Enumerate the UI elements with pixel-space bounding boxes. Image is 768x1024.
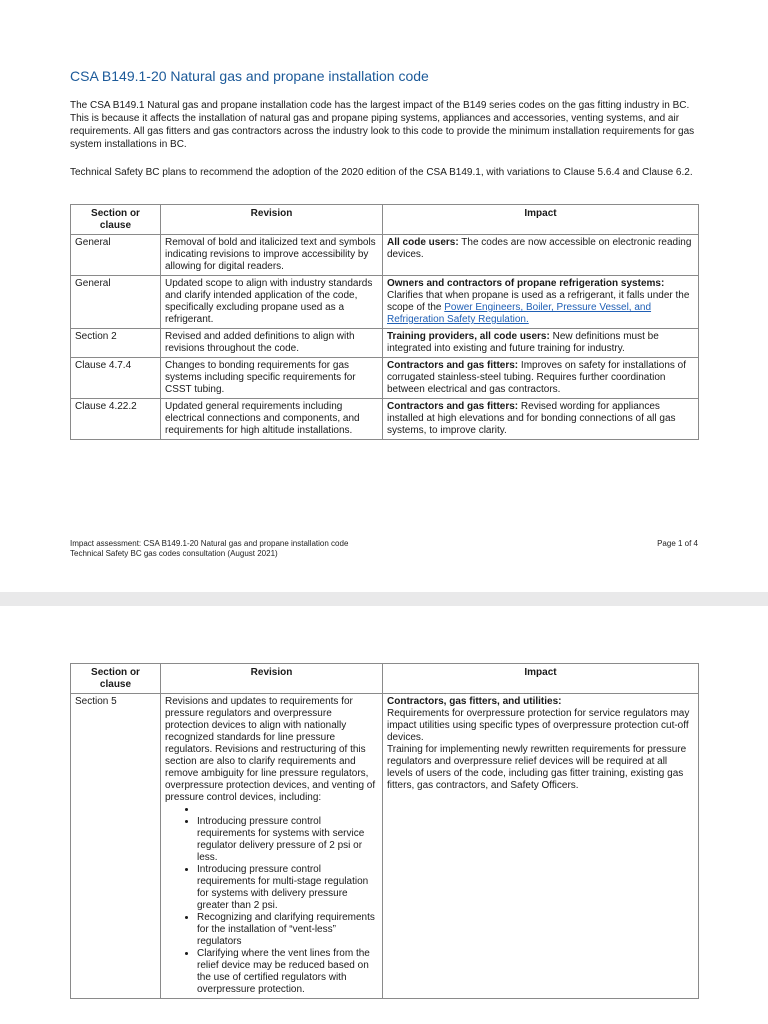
header-impact: Impact [383, 664, 699, 694]
cell-section: Section 5 [71, 694, 161, 999]
revision-intro: Revisions and updates to requirements for pressure regulators and overpressure protection devices to align with nationally recognized standards for line pressure regulators. Revisions and restructuring of this section are also to clarify requirements and remove ambiguity for line pressure regulators, overpressure protection devices, and venting of pressure control devices, including: [165, 696, 376, 803]
impact-table-continued [70, 663, 699, 999]
cell-section: Section 2 [71, 329, 161, 358]
list-item: • Introducing pressure control requirements for multi-stage regulation for systems with delivery pressure greater than 2 psi. [197, 864, 378, 912]
cell-revision: Revised and added definitions to align with revisions throughout the code. [161, 329, 383, 358]
intro-paragraph: The CSA B149.1 Natural gas and propane installation code has the largest impact of the B149 series codes on the gas fitting industry in BC. This is because it affects the installation of natural gas and propane piping systems, appliances and accessories, venting systems, and air requirements. All gas fitters and gas contractors across the industry look to this code to provide the minimum installation requirements for gas system installations in BC. [70, 100, 695, 150]
table-row [71, 276, 699, 329]
cell-impact [383, 276, 699, 329]
impact-text: Revised wording for appliances installed at high elevations and for bonding connections of all gas systems, to improve clarity. [387, 401, 676, 436]
header-impact: Impact [383, 205, 699, 235]
impact-label: Contractors, gas fitters, and utilities: [387, 696, 562, 707]
cell-impact [383, 235, 699, 276]
cell-revision: Updated general requirements including electrical connections and components, and requirements for high altitude installations. [161, 399, 383, 440]
cell-impact [383, 358, 699, 399]
list-item [197, 804, 378, 816]
footer-line-1: Impact assessment: CSA B149.1-20 Natural gas and propane installation code [70, 539, 349, 548]
cell-impact [383, 399, 699, 440]
impact-label: Training providers, all code users: [387, 331, 550, 342]
cell-revision: Removal of bold and italicized text and symbols indicating revisions to improve accessibility by allowing for digital readers. [161, 235, 383, 276]
header-revision: Revision [161, 664, 383, 694]
footer-line-2: Technical Safety BC gas codes consultation (August 2021) [70, 549, 278, 558]
cell-section: Clause 4.7.4 [71, 358, 161, 399]
adoption-paragraph: Technical Safety BC plans to recommend the adoption of the 2020 edition of the CSA B149.1, with variations to Clause 5.6.4 and Clause 6.2. [70, 167, 693, 178]
header-revision: Revision [161, 205, 383, 235]
impact-table [70, 204, 699, 440]
impact-paragraph: Training for implementing newly rewritten requirements for pressure regulators and overpressure relief devices will be required at all levels of users of the code, including gas fitter training, existing gas fitters, gas contractors, and Safety Officers. [387, 744, 687, 791]
cell-revision [161, 694, 383, 999]
list-item: • Introducing pressure control requirements for systems with service regulator delivery pressure of 2 psi or less. [197, 816, 378, 864]
document-title: CSA B149.1-20 Natural gas and propane installation code [70, 68, 429, 84]
table-row [71, 358, 699, 399]
impact-text: Improves on safety for installations of corrugated stainless-steel tubing. Requires further coordination between electrical and gas contractors. [387, 360, 686, 395]
page-number: Page 1 of 4 [657, 539, 698, 548]
table-row [71, 694, 699, 999]
cell-impact [383, 694, 699, 999]
impact-label: All code users: [387, 237, 459, 248]
impact-text: The codes are now accessible on electronic reading devices. [387, 237, 692, 260]
document-page-2 [0, 606, 768, 1024]
table-row [71, 329, 699, 358]
cell-section: General [71, 276, 161, 329]
impact-label: Contractors and gas fitters: [387, 401, 519, 412]
cell-section: General [71, 235, 161, 276]
header-section: Section or clause [71, 664, 161, 694]
impact-text: Clarifies that when propane is used as a refrigerant, it falls under the scope of the [387, 290, 690, 313]
page-separator [0, 592, 768, 606]
header-section: Section or clause [71, 205, 161, 235]
cell-impact [383, 329, 699, 358]
impact-label: Owners and contractors of propane refrigeration systems: [387, 278, 665, 289]
impact-text: New definitions must be integrated into existing and future training for industry. [387, 331, 659, 354]
table-row [71, 399, 699, 440]
page-footer [70, 539, 348, 559]
list-item: • Clarifying where the vent lines from the relief device may be reduced based on the use of certified regulators with overpressure protection. [197, 948, 378, 996]
impact-label: Contractors and gas fitters: [387, 360, 519, 371]
cell-revision: Updated scope to align with industry standards and clarify intended application of the code, specifically excluding propane used as a refrigerant. [161, 276, 383, 329]
regulation-link[interactable]: Power Engineers, Boiler, Pressure Vessel, and Refrigeration Safety Regulation. [387, 302, 652, 325]
cell-section: Clause 4.22.2 [71, 399, 161, 440]
revision-bullet-list [165, 804, 378, 996]
impact-paragraph: Requirements for overpressure protection for service regulators may impact utilities using specific types of overpressure protection cut-off devices. [387, 708, 690, 743]
list-item: • Recognizing and clarifying requirements for the installation of “vent-less” regulators [197, 912, 378, 948]
table-header-row [71, 664, 699, 694]
table-row [71, 235, 699, 276]
table-header-row [71, 205, 699, 235]
cell-revision: Changes to bonding requirements for gas systems including specific requirements for CSST tubing. [161, 358, 383, 399]
